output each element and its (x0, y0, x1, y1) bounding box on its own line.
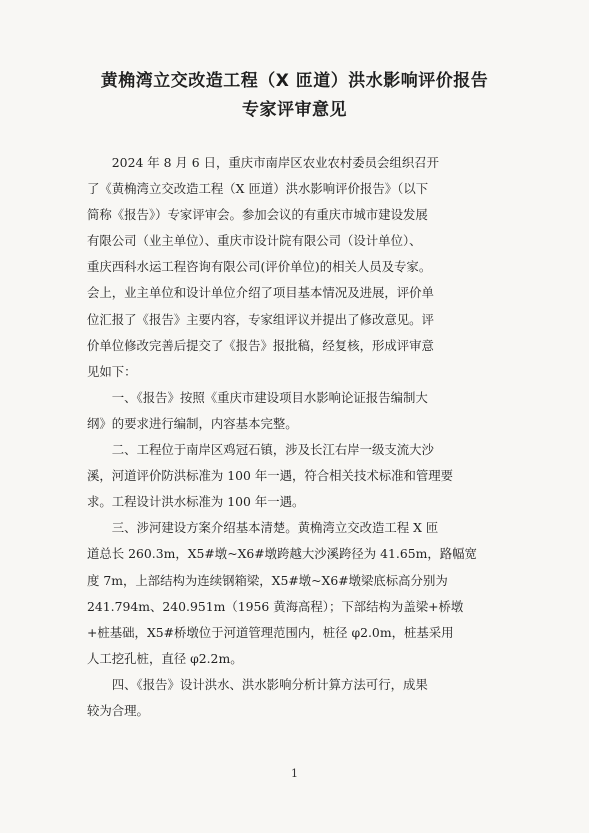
paragraph-line: 二、工程位于南岸区鸡冠石镇，涉及长江右岸一级支流大沙 (111, 442, 434, 458)
paragraph-line: 重庆西科水运工程咨询有限公司(评价单位)的相关人员及专家。 (87, 259, 432, 275)
document-body (87, 150, 501, 724)
paragraph-line: 度 7m，上部结构为连续钢箱梁，X5#墩~X6#墩梁底标高分别为 (87, 572, 448, 588)
paragraph-line: 求。工程设计洪水标准为 100 年一遇。 (87, 494, 305, 510)
paragraph-line: 了《黄桷湾立交改造工程（X 匝道）洪水影响评价报告》（以下 (87, 181, 429, 197)
paragraph-line: 2024 年 8 月 6 日，重庆市南岸区农业农村委员会组织召开 (111, 155, 439, 170)
paragraph-line: 纲》的要求进行编制，内容基本完整。 (87, 415, 298, 431)
paragraph-line: 一、《报告》按照《重庆市建设项目水影响论证报告编制大 (111, 389, 428, 405)
paragraph-line: 四、《报告》设计洪水、洪水影响分析计算方法可行，成果 (111, 676, 428, 692)
document-title: 黄桷湾立交改造工程（X 匝道）洪水影响评价报告 (100, 71, 489, 91)
paragraph-line: 有限公司（业主单位）、重庆市设计院有限公司（设计单位）、 (87, 233, 422, 249)
paragraph-line: 人工挖孔桩，直径 φ2.2m。 (87, 650, 243, 666)
paragraph (87, 515, 501, 672)
paragraph-line: 道总长 260.3m，X5#墩~X6#墩跨越大沙溪跨径为 41.65m，路幅宽 (87, 546, 477, 562)
paragraph-line: 价单位修改完善后提交了《报告》报批稿，经复核，形成评审意 (87, 337, 434, 353)
paragraph-line: 三、涉河建设方案介绍基本清楚。黄桷湾立交改造工程 X 匝 (111, 520, 439, 536)
document-subtitle: 专家评审意见 (242, 100, 347, 120)
paragraph-line: 会上，业主单位和设计单位介绍了项目基本情况及进展，评价单 (87, 285, 434, 301)
page-number: 1 (291, 767, 298, 780)
paragraph (87, 672, 501, 724)
paragraph-line: 较为合理。 (87, 702, 149, 718)
paragraph-line: 简称《报告》）专家评审会。参加会议的有重庆市城市建设发展 (87, 207, 428, 223)
paragraph (87, 385, 501, 437)
paragraph-line: 位汇报了《报告》主要内容，专家组评议并提出了修改意见。评 (87, 311, 434, 327)
paragraph-line: 溪，河道评价防洪标准为 100 年一遇，符合相关技术标准和管理要 (87, 468, 454, 484)
paragraph-line: 241.794m、240.951m（1956 黄海高程）；下部结构为盖梁+桥墩 (87, 598, 464, 614)
paragraph (87, 437, 501, 515)
paragraph (87, 150, 501, 385)
paragraph-line: 见如下： (87, 363, 137, 379)
paragraph-line: +桩基础，X5#桥墩位于河道管理范围内，桩径 φ2.0m，桩基采用 (87, 624, 454, 640)
